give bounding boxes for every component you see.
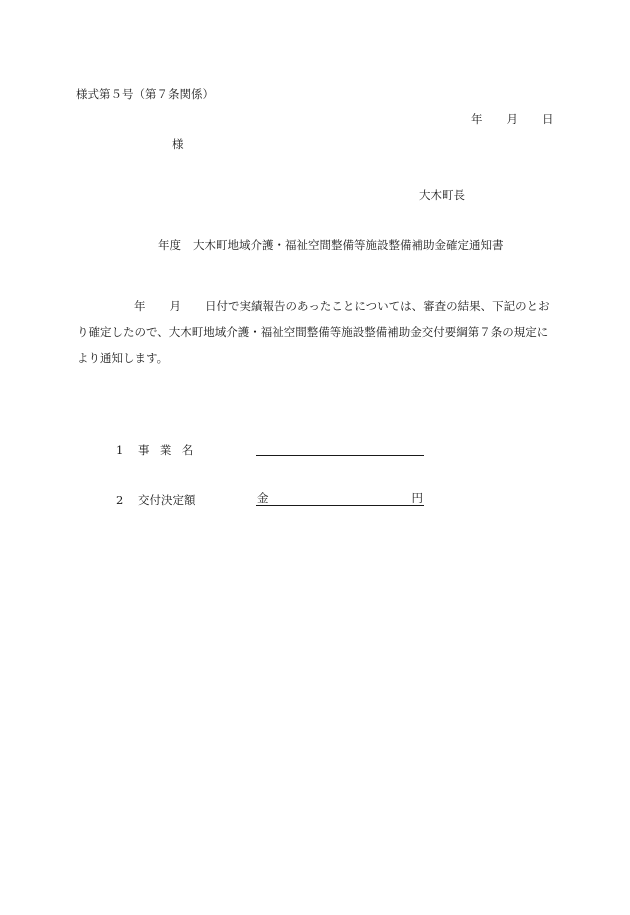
grant-amount-field[interactable] [256,492,424,506]
body-month-label: 月 [169,299,181,313]
amount-suffix: 円 [411,490,423,505]
addressee-suffix: 様 [172,137,184,151]
item-label: 事業名 [138,442,204,457]
title-fiscal-year-label: 年度 [158,238,181,252]
item-number: 1 [116,442,124,457]
date-day-label: 日 [542,112,554,126]
item-label: 交付決定額 [138,492,196,507]
date-year-label: 年 [471,112,483,126]
date-line [471,114,554,126]
amount-prefix: 金 [257,490,269,505]
title-main: 大木町地域介護・福祉空間整備等施設整備補助金確定通知書 [193,238,504,252]
issuer-name: 大木町長 [419,188,465,202]
form-number: 様式第５号（第７条関係） [76,87,214,101]
item-project-name [116,442,424,456]
body-text: 日付で実績報告のあったことについては、審査の結果、下記のとおり確定したので、大木町地域介護・福祉空間整備等施設整備補助金交付要綱第７条の規定により通知します。 [77,299,550,365]
body-year-label: 年 [134,299,146,313]
item-grant-amount [116,492,424,506]
date-month-label: 月 [506,112,518,126]
body-paragraph [77,293,553,371]
project-name-field[interactable] [256,442,424,456]
document-title [158,240,504,252]
item-number: 2 [116,492,124,507]
